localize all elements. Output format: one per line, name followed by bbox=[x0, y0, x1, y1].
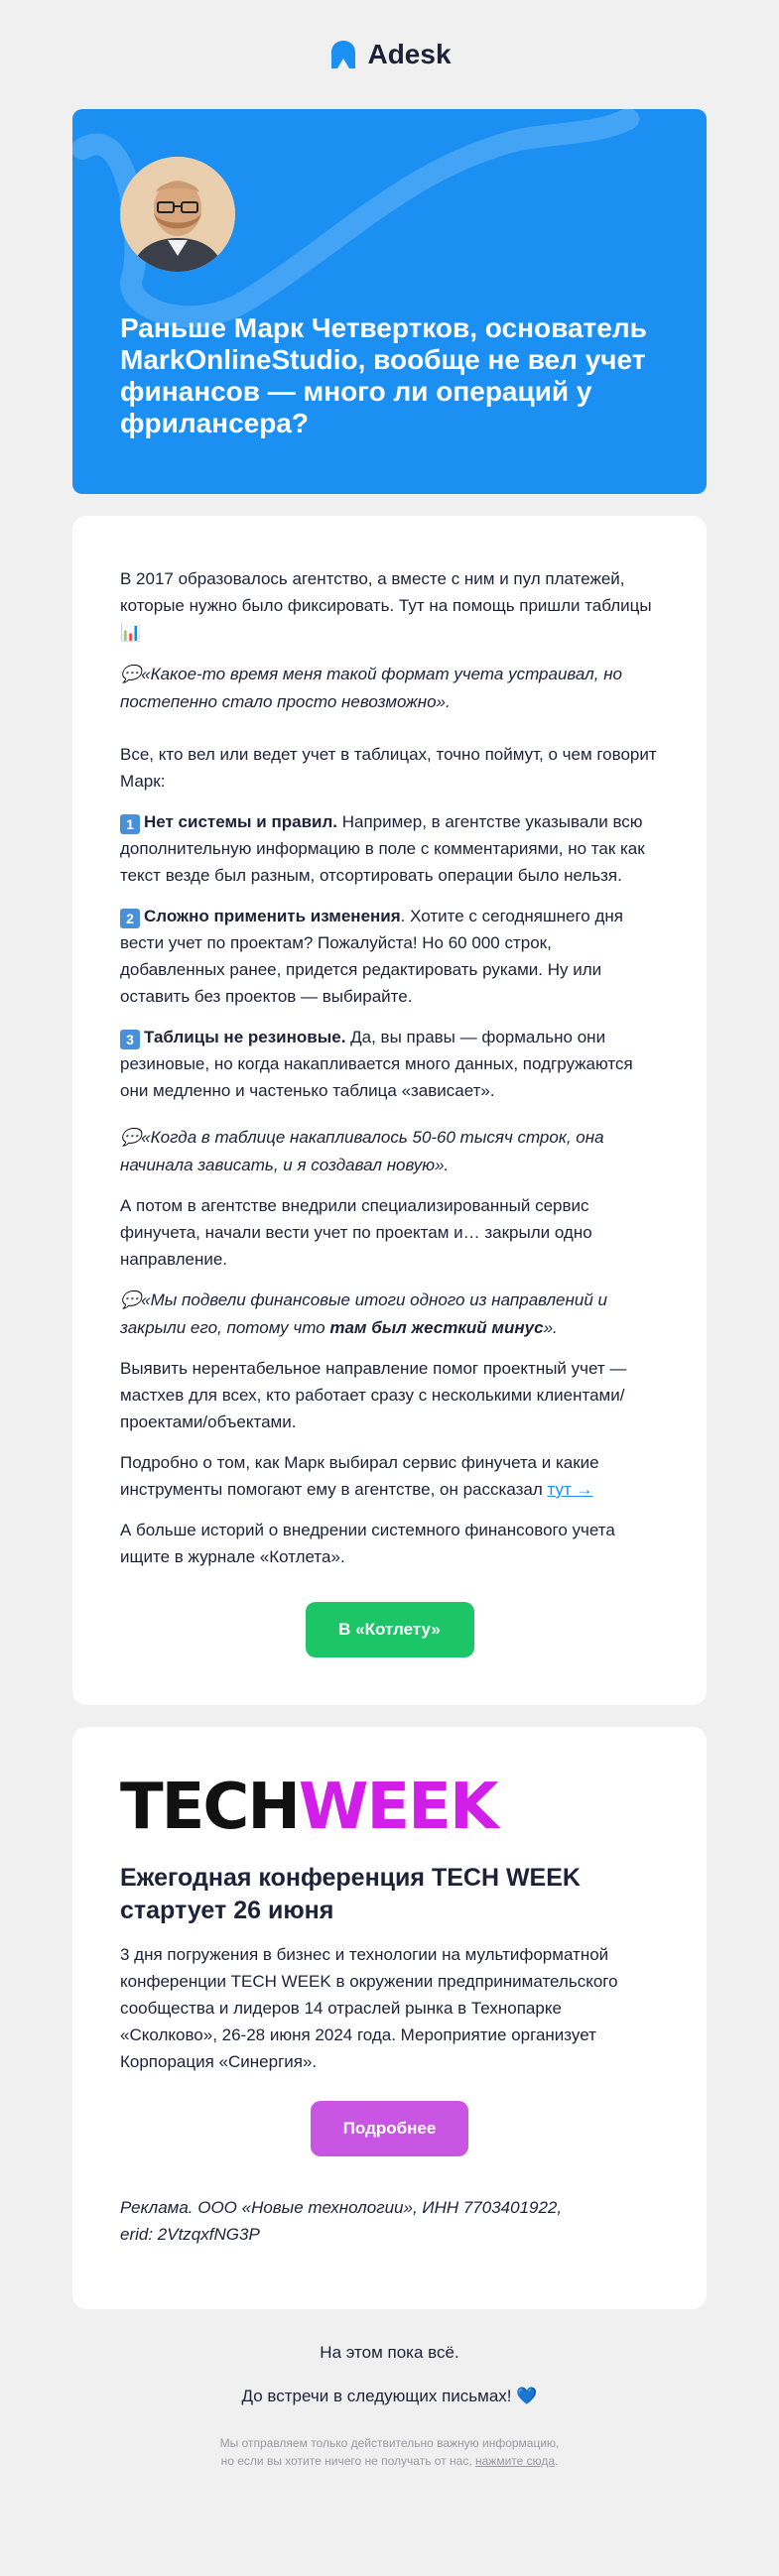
promo-heading: Ежегодная конференция TECH WEEK стартует 26 июня bbox=[120, 1864, 581, 1924]
unsubscribe-link[interactable]: нажмите сюда bbox=[475, 2454, 556, 2468]
unsubscribe-note: Мы отправляем только действительно важную информацию, но если вы хотите ничего не получать от нас, нажмите сюда. bbox=[219, 2436, 560, 2468]
quote-3: 💬«Мы подвели финансовые итоги одного из направлений и закрыли его, потому что там был жесткий минус». bbox=[120, 1290, 607, 1337]
email-header bbox=[0, 0, 779, 109]
promo-text: 3 дня погружения в бизнес и технологии на мультиформатной конференции TECH WEEK в окружении предпринимательского сообщества и лидеров 14 отраслей рынка в Технопарке «Сколково», 26-28 июня 2024 года. Мероприятие организует Корпорация «Синергия». bbox=[120, 1945, 618, 2071]
adesk-logo-icon bbox=[327, 39, 359, 70]
number-2-icon: 2 bbox=[120, 909, 140, 928]
adesk-logo[interactable] bbox=[327, 39, 451, 70]
footer-line-1: На этом пока всё. bbox=[320, 2343, 459, 2362]
service-paragraph: А потом в агентстве внедрили специализированный сервис финучета, начали вести учет по проектам и… закрыли одно направление. bbox=[120, 1196, 592, 1269]
article-card bbox=[72, 516, 707, 1705]
number-3-icon: 3 bbox=[120, 1030, 140, 1049]
unprofitable-paragraph: Выявить нерентабельное направление помог проектный учет — мастхев для всех, кто работает сразу с несколькими клиентами/проектами/объектами. bbox=[120, 1359, 627, 1431]
brand-name: Adesk bbox=[367, 39, 452, 69]
footer-line-2: До встречи в следующих письмах! 💙 bbox=[241, 2387, 538, 2406]
here-link[interactable]: тут → bbox=[547, 1480, 593, 1499]
quote-1: 💬«Какое-то время меня такой формат учета устраивал, но постепенно стало просто невозможно». bbox=[120, 665, 623, 711]
hero-title: Раньше Марк Четвертков, основатель MarkOnlineStudio, вообще не вел учет финансов — много ли операций у фрилансера? bbox=[120, 312, 647, 438]
hero-banner bbox=[72, 109, 707, 494]
point-1: 1 Нет системы и правил. Например, в агентстве указывали всю дополнительную информацию в поле с комментариями, но так как текст везде был разным, отсортировать операции было нельзя. bbox=[120, 812, 645, 885]
stories-paragraph: А больше историй о внедрении системного финансового учета ищите в журнале «Котлета». bbox=[120, 1521, 615, 1566]
point-3: 3 Таблицы не резиновые. Да, вы правы — формально они резиновые, но когда накапливается много данных, подгружаются они медленно и частенько таблица «зависает». bbox=[120, 1028, 633, 1100]
ad-disclaimer: Реклама. ООО «Новые технологии», ИНН 7703401922, erid: 2VtzqxfNG3P bbox=[120, 2198, 563, 2244]
point-2: 2 Сложно применить изменения. Хотите с сегодняшнего дня вести учет по проектам? Пожалуйста! Но 60 000 строк, добавленных ранее, придется редактировать руками. Ну или оставить без проектов — выбирайте. bbox=[120, 907, 624, 1006]
more-button[interactable]: Подробнее bbox=[311, 2101, 468, 2156]
techweek-logo: TECHWEEK bbox=[120, 1771, 497, 1844]
author-avatar bbox=[120, 157, 235, 272]
speech-bubble-icon: 💬 bbox=[120, 1128, 142, 1148]
promo-card bbox=[72, 1727, 707, 2309]
quote-2: 💬«Когда в таблице накапливалось 50-60 тысяч строк, она начинала зависать, и я создавал новую». bbox=[120, 1128, 604, 1174]
email-footer bbox=[0, 2309, 779, 2470]
chart-emoji-icon: 📊 bbox=[120, 623, 142, 643]
speech-bubble-icon: 💬 bbox=[120, 665, 142, 684]
intro-paragraph: В 2017 образовалось агентство, а вместе с ним и пул платежей, которые нужно было фиксировать. Тут на помощь пришли таблицы 📊 bbox=[120, 569, 652, 643]
kotleta-button[interactable]: В «Котлету» bbox=[306, 1602, 474, 1657]
heart-icon: 💙 bbox=[516, 2387, 538, 2406]
more-paragraph: Подробно о том, как Марк выбирал сервис финучета и какие инструменты помогают ему в агентстве, он рассказал тут → bbox=[120, 1453, 599, 1499]
number-1-icon: 1 bbox=[120, 814, 140, 834]
tables-paragraph: Все, кто вел или ведет учет в таблицах, точно поймут, о чем говорит Марк: bbox=[120, 745, 657, 791]
speech-bubble-icon: 💬 bbox=[120, 1290, 142, 1310]
